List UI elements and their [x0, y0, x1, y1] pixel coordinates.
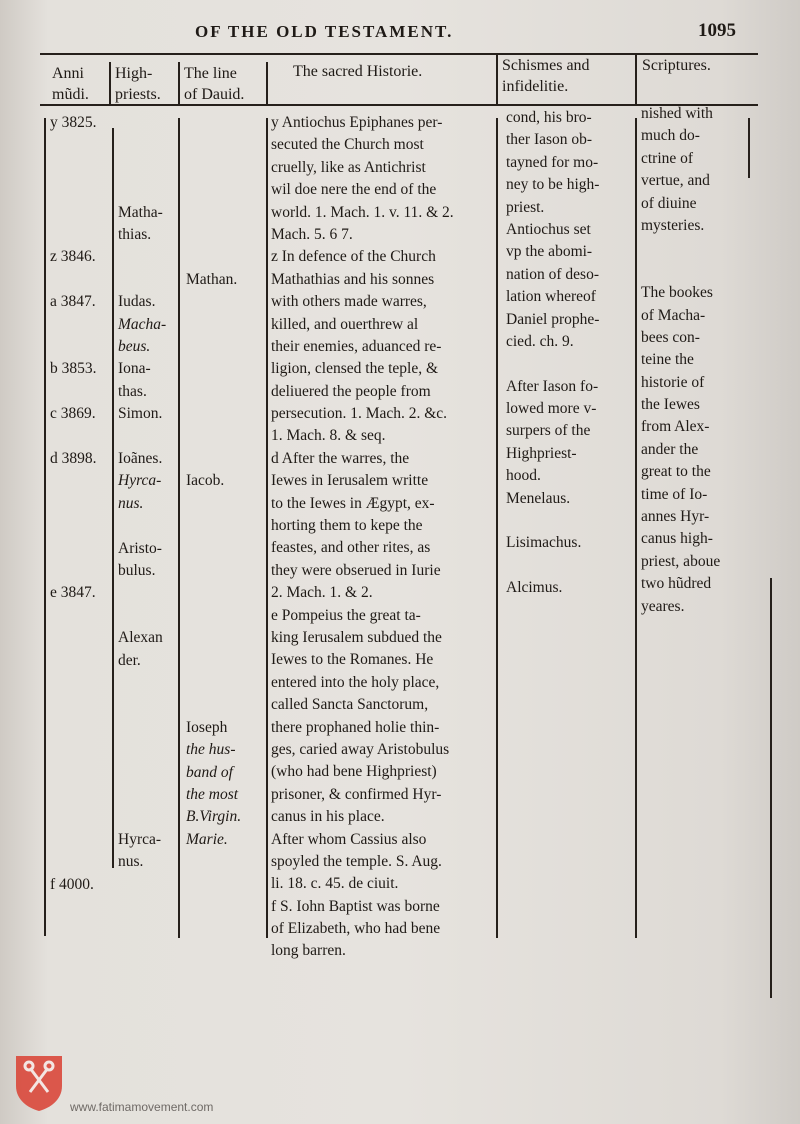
- sacred-historie-line: ligion, clensed the teple, &: [271, 360, 439, 378]
- scriptures-column: [641, 103, 759, 618]
- scriptures-line: historie of: [641, 373, 705, 391]
- scriptures-line: teine the: [641, 351, 694, 369]
- sacred-historie-line: Iewes in Ierusalem writte: [271, 472, 429, 490]
- sacred-historie-line: world. 1. Mach. 1. v. 11. & 2.: [271, 203, 454, 221]
- sacred-historie-line: their enemies, aduanced re-: [271, 337, 442, 355]
- david-line-name: Ioseph: [186, 718, 228, 736]
- running-head: OF THE OLD TESTAMENT.: [195, 22, 454, 41]
- sacred-historie-line: long barren.: [271, 942, 346, 960]
- david-line-name: Iacob.: [186, 472, 225, 490]
- highpriest-name: Simon.: [118, 405, 163, 423]
- sacred-historie-line: of Elizabeth, who had bene: [271, 920, 441, 938]
- sacred-historie-line: li. 18. c. 45. de ciuit.: [271, 875, 399, 893]
- schismes-line: cied. ch. 9.: [506, 332, 574, 350]
- david-line-name: Mathan.: [186, 270, 238, 288]
- sacred-historie-line: canus in his place.: [271, 808, 385, 826]
- sacred-historie-line: y Antiochus Epiphanes per-: [271, 114, 443, 131]
- fatima-movement-logo: [12, 1052, 66, 1112]
- column-rule: [266, 118, 268, 938]
- sacred-historie-line: with others made warres,: [271, 293, 427, 311]
- highpriest-name: nus.: [118, 494, 144, 512]
- schismes-line: ther Iason ob-: [506, 131, 593, 149]
- schismes-line: priest.: [506, 198, 545, 216]
- scriptures-line: great to the: [641, 463, 711, 481]
- year-label: f 4000.: [50, 875, 94, 893]
- david-line-name: band of: [186, 763, 233, 781]
- sacred-historie-line: Mathathias and his sonnes: [271, 270, 435, 288]
- header-scriptures: Scriptures.: [642, 57, 711, 74]
- schismes-line: [506, 510, 636, 532]
- highpriest-name: Iudas.: [118, 293, 156, 311]
- david-line-name: the most: [186, 786, 239, 803]
- scriptures-line: priest, aboue: [641, 552, 721, 570]
- sacred-historie-line: Iewes to the Romanes. He: [271, 651, 434, 669]
- scriptures-line: [641, 237, 759, 259]
- scriptures-line: mysteries.: [641, 216, 705, 234]
- sacred-historie-line: d After the warres, the: [271, 449, 410, 467]
- scriptures-line: ander the: [641, 440, 699, 458]
- schismes-line: Alcimus.: [506, 579, 563, 597]
- header-divider: [635, 55, 637, 104]
- highpriest-name: nus.: [118, 853, 144, 871]
- schismes-column: [506, 107, 636, 600]
- header-highpriests: High- priests.: [115, 65, 161, 103]
- header-schismes: Schismes and infidelitie.: [502, 57, 590, 95]
- schismes-line: vp the abomi-: [506, 243, 593, 261]
- highpriest-name: Aristo-: [118, 539, 162, 557]
- schismes-line: lowed more v-: [506, 400, 597, 418]
- david-line-name: Marie.: [186, 830, 228, 848]
- scriptures-line: of Macha-: [641, 306, 706, 324]
- schismes-line: nation of deso-: [506, 265, 599, 283]
- schismes-line: [506, 353, 636, 375]
- sacred-historie-line: prisoner, & confirmed Hyr-: [271, 785, 442, 803]
- sacred-historie-line: king Ierusalem subdued the: [271, 628, 442, 646]
- year-label: d 3898.: [50, 450, 97, 467]
- year-label: y 3825.: [50, 114, 97, 131]
- scriptures-line: much do-: [641, 127, 700, 145]
- highpriest-name: bulus.: [118, 562, 156, 579]
- highpriest-name: Matha-: [118, 203, 163, 221]
- schismes-line: Highpriest-: [506, 444, 577, 462]
- year-label: c 3869.: [50, 405, 96, 423]
- sacred-historie-line: After whom Cassius also: [271, 830, 427, 848]
- david-line-name: B.Virgin.: [186, 808, 242, 826]
- sacred-historie-line: there prophaned holie thin-: [271, 718, 440, 736]
- scriptures-line: vertue, and: [641, 172, 710, 190]
- scriptures-line: two hũdred: [641, 575, 712, 593]
- page-number: 1095: [698, 20, 736, 41]
- highpriest-name: Ioãnes.: [118, 450, 163, 467]
- sacred-historie-line: deliuered the people from: [271, 382, 431, 400]
- sacred-historie-line: called Sancta Sanctorum,: [271, 696, 429, 714]
- schismes-line: Daniel prophe-: [506, 310, 600, 328]
- schismes-line: hood.: [506, 467, 541, 485]
- schismes-line: tayned for mo-: [506, 153, 599, 171]
- sacred-historie-line: killed, and ouerthrew al: [271, 315, 419, 333]
- scriptures-line: canus high-: [641, 530, 713, 548]
- sacred-historie-line: Mach. 5. 6 7.: [271, 225, 353, 243]
- header-anni: Anni mũdi.: [52, 65, 89, 103]
- highpriest-name: beus.: [118, 338, 151, 355]
- sacred-historie-line: (who had bene Highpriest): [271, 763, 437, 781]
- schismes-line: Lisimachus.: [506, 534, 582, 552]
- scriptures-line: bees con-: [641, 328, 700, 346]
- schismes-line: Menelaus.: [506, 489, 571, 507]
- sacred-historie-line: f S. Iohn Baptist was borne: [271, 897, 440, 915]
- header-divider: [178, 62, 180, 104]
- schismes-line: lation whereof: [506, 288, 596, 306]
- header-sacred-historie: The sacred Historie.: [293, 63, 423, 80]
- sacred-historie-line: ges, caried away Aristobulus: [271, 740, 450, 758]
- highpriest-name: der.: [118, 651, 141, 669]
- year-label: z 3846.: [50, 248, 96, 266]
- header-divider: [266, 62, 268, 104]
- column-rule: [770, 578, 772, 998]
- schismes-line: [506, 555, 636, 577]
- sacred-historie-line: wil doe nere the end of the: [271, 181, 437, 199]
- sacred-historie-line: entered into the holy place,: [271, 673, 440, 691]
- scriptures-line: the Iewes: [641, 396, 700, 414]
- scriptures-line: ctrine of: [641, 149, 694, 167]
- highpriest-name: Alexan: [118, 629, 163, 647]
- sacred-historie-line: e Pompeius the great ta-: [271, 606, 421, 624]
- schismes-line: ney to be high-: [506, 176, 600, 194]
- sacred-historie-column: [271, 112, 497, 963]
- header-divider: [109, 62, 111, 104]
- column-rule: [178, 118, 180, 938]
- scriptures-line: of diuine: [641, 194, 697, 212]
- scriptures-line: annes Hyr-: [641, 508, 710, 526]
- sacred-historie-line: horting them to kepe the: [271, 517, 423, 535]
- schismes-line: surpers of the: [506, 422, 591, 440]
- sacred-historie-line: z In defence of the Church: [271, 248, 436, 266]
- highpriest-name: Macha-: [118, 315, 167, 333]
- scriptures-line: The bookes: [641, 284, 713, 302]
- footer-url[interactable]: www.fatimamovement.com: [70, 1100, 214, 1114]
- schismes-line: Antiochus set: [506, 220, 591, 238]
- scriptures-line: time of Io-: [641, 485, 708, 503]
- sacred-historie-line: persecution. 1. Mach. 2. &c.: [271, 405, 448, 423]
- scriptures-line: yeares.: [641, 597, 685, 615]
- sacred-historie-line: to the Iewes in Ægypt, ex-: [271, 494, 435, 512]
- scriptures-line: nished with: [641, 105, 713, 122]
- highpriest-name: Hyrca-: [118, 830, 162, 848]
- year-label: b 3853.: [50, 360, 97, 378]
- highpriest-name: thias.: [118, 226, 152, 243]
- schismes-line: cond, his bro-: [506, 109, 592, 126]
- column-rule: [112, 128, 114, 868]
- highpriest-name: thas.: [118, 382, 147, 400]
- sacred-historie-line: they were obserued in Iurie: [271, 561, 441, 579]
- sacred-historie-line: cruelly, like as Antichrist: [271, 158, 426, 176]
- schismes-line: After Iason fo-: [506, 377, 599, 395]
- scriptures-line: [641, 260, 759, 282]
- sacred-historie-line: spoyled the temple. S. Aug.: [271, 852, 442, 870]
- header-line-of-david: The line of Dauid.: [184, 65, 245, 103]
- year-label: a 3847.: [50, 293, 96, 311]
- sacred-historie-line: 2. Mach. 1. & 2.: [271, 584, 373, 602]
- header-divider: [496, 55, 498, 104]
- year-label: e 3847.: [50, 584, 96, 602]
- highpriest-name: Hyrca-: [118, 472, 162, 490]
- highpriest-name: Iona-: [118, 360, 151, 378]
- sacred-historie-line: feastes, and other rites, as: [271, 539, 431, 557]
- column-rule: [44, 118, 46, 936]
- sacred-historie-line: 1. Mach. 8. & seq.: [271, 427, 386, 445]
- sacred-historie-line: secuted the Church most: [271, 136, 424, 154]
- scriptures-line: from Alex-: [641, 418, 710, 436]
- david-line-name: the hus-: [186, 741, 236, 759]
